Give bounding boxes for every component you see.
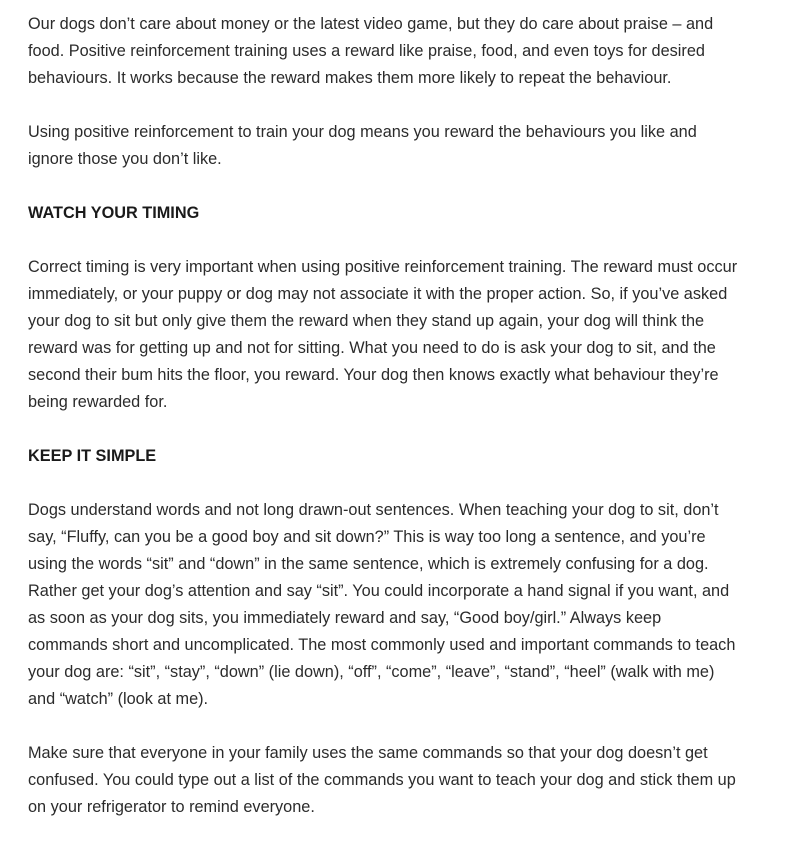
simple-paragraph: Dogs understand words and not long drawn-out sentences. When teaching your dog to sit, don’t say, “Fluffy, can you be a good boy and sit down?” This is way too long a sentence, and you’re using the words “sit” and “down” in the same sentence, which is extremely confusing for a dog. Rather get your dog’s attention and say “sit”. You could incorporate a hand signal if you want, and as soon as your dog sits, you immediately reward and say, “Good boy/girl.” Always keep commands short and uncomplicated. The most commonly used and important commands to teach your dog are: “sit”, “stay”, “down” (lie down), “off”, “come”, “leave”, “stand”, “heel” (walk with me) and “watch” (look at me). <box>28 501 736 708</box>
simple-paragraph: Make sure that everyone in your family uses the same commands so that your dog doesn’t get confused. You could type out a list of the commands you want to teach your dog and stick them up on your refrigerator to remind everyone. <box>28 744 736 816</box>
section-heading-simple: KEEP IT SIMPLE <box>28 447 157 465</box>
intro-paragraph: Using positive reinforcement to train your dog means you reward the behaviours you like and ignore those you don’t like. <box>28 123 697 168</box>
section-heading-timing: WATCH YOUR TIMING <box>28 204 200 222</box>
intro-paragraph: Our dogs don’t care about money or the latest video game, but they do care about praise – and food. Positive reinforcement training uses a reward like praise, food, and even toys for desired behaviours. It works because the reward makes them more likely to repeat the behaviour. <box>28 15 714 87</box>
timing-paragraph: Correct timing is very important when using positive reinforcement training. The reward must occur immediately, or your puppy or dog may not associate it with the proper action. So, if you’ve asked your dog to sit but only give them the reward when they stand up again, your dog will think the reward was for getting up and not for sitting. What you need to do is ask your dog to sit, and the second their bum hits the floor, you reward. Your dog then knows exactly what behaviour they’re being rewarded for. <box>28 258 738 411</box>
